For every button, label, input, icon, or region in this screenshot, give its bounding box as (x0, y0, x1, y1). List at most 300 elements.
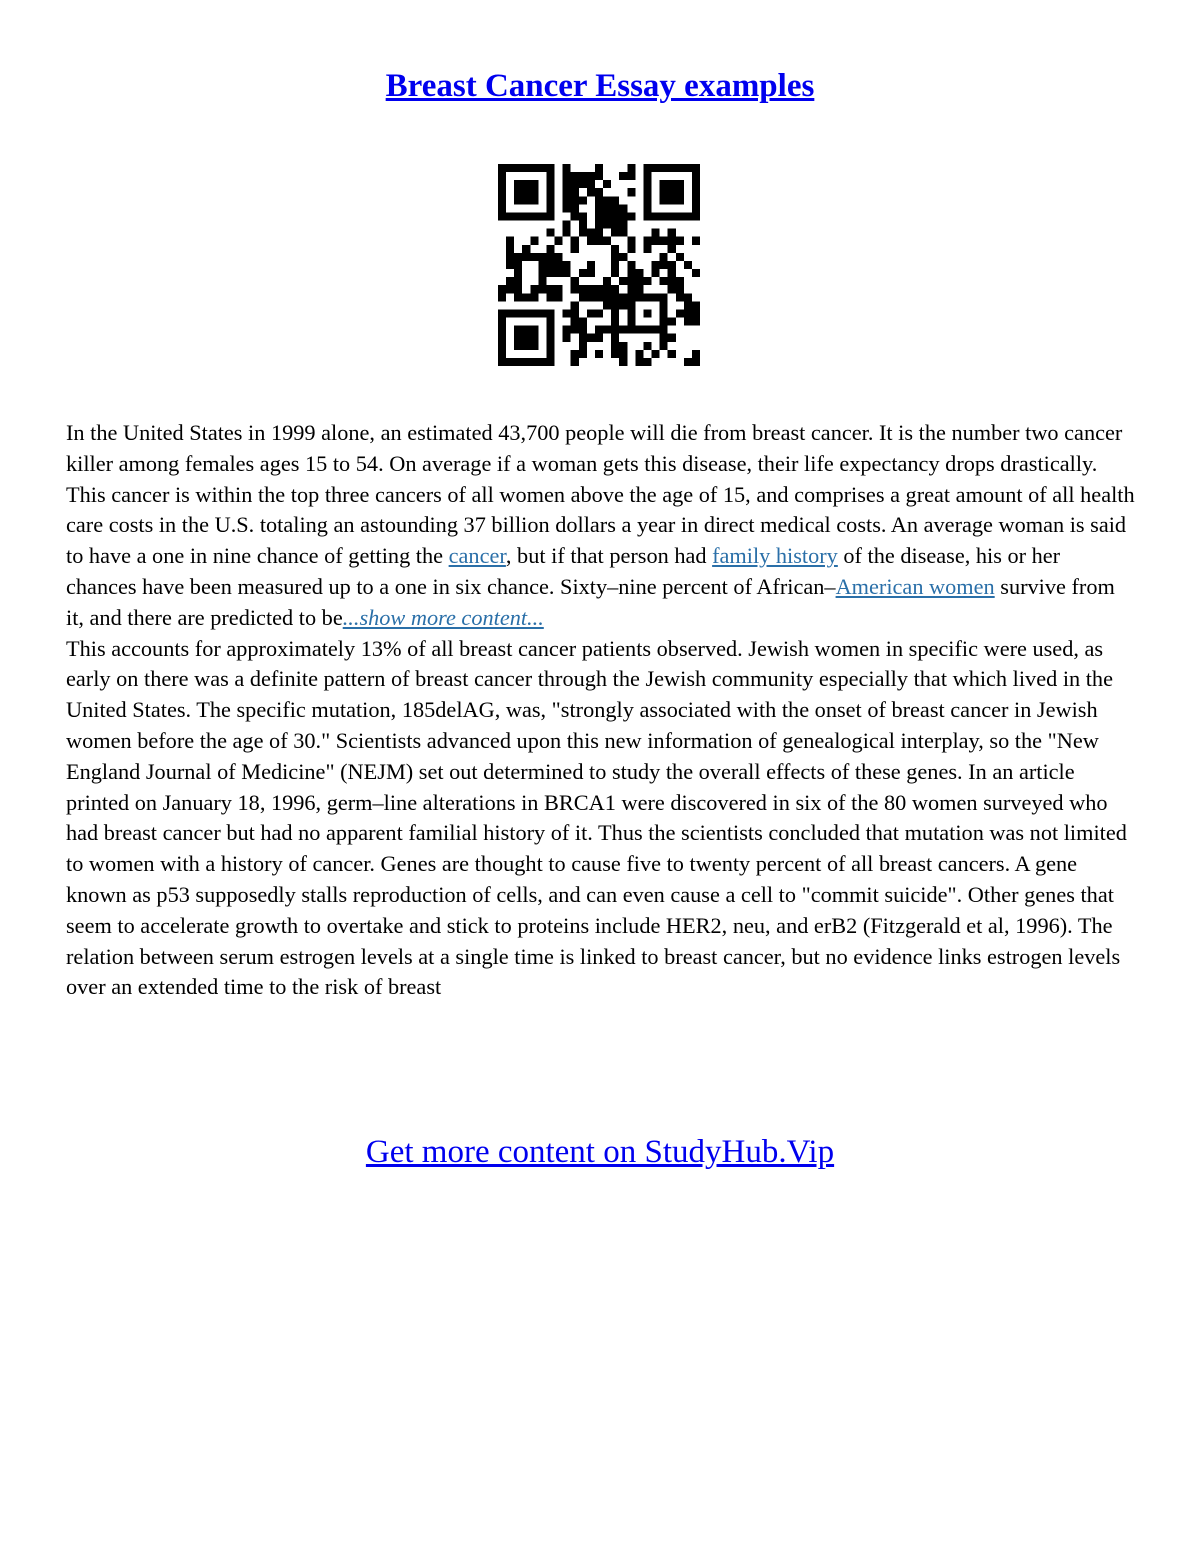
qr-module (643, 277, 651, 285)
qr-module (611, 318, 619, 326)
qr-module (660, 180, 668, 188)
qr-module (660, 334, 668, 342)
qr-module (692, 269, 700, 277)
qr-module (498, 342, 506, 350)
qr-module (660, 318, 668, 326)
qr-module (546, 245, 554, 253)
qr-module (579, 269, 587, 277)
qr-module (522, 358, 530, 366)
qr-module (546, 358, 554, 366)
qr-module (660, 309, 668, 317)
qr-module (652, 212, 660, 220)
qr-module (546, 164, 554, 172)
qr-module (595, 334, 603, 342)
qr-module (676, 309, 684, 317)
qr-module (668, 269, 676, 277)
qr-module (530, 237, 538, 245)
qr-module (619, 326, 627, 334)
qr-module (498, 350, 506, 358)
qr-module (555, 261, 563, 269)
qr-module (652, 269, 660, 277)
qr-module (603, 301, 611, 309)
qr-module (522, 253, 530, 261)
qr-module (627, 164, 635, 172)
qr-module (538, 212, 546, 220)
qr-module (530, 285, 538, 293)
qr-module (530, 253, 538, 261)
qr-module (546, 334, 554, 342)
qr-module (538, 269, 546, 277)
qr-module (563, 309, 571, 317)
qr-module (506, 253, 514, 261)
qr-module (579, 350, 587, 358)
qr-module (514, 164, 522, 172)
qr-module (538, 358, 546, 366)
qr-module (571, 180, 579, 188)
qr-module (522, 180, 530, 188)
show-more-link[interactable]: ...show more content... (342, 604, 544, 630)
qr-module (522, 309, 530, 317)
qr-module (506, 309, 514, 317)
qr-module (595, 172, 603, 180)
qr-module (611, 253, 619, 261)
qr-module (546, 285, 554, 293)
qr-module (611, 221, 619, 229)
qr-module (660, 196, 668, 204)
qr-module (571, 172, 579, 180)
qr-module (546, 350, 554, 358)
qr-module (643, 180, 651, 188)
paragraph-1-text-a: In the United States in 1999 alone, an estimated 43,700 people will die from breast cancer. It is the number two cancer killer among females ages 15 to 54. On average if a woman gets this disease, their life expectancy drops drastically. This cancer is within the top three cancers of all women above the age of 15, and comprises a great amount of all health care costs in the U.S. totaling an astounding 37 billion dollars a year in direct medical costs. An average woman is said to have a one in nine chance of getting the (66, 420, 1135, 569)
qr-module (563, 180, 571, 188)
qr-module (660, 212, 668, 220)
qr-module (530, 309, 538, 317)
qr-module (563, 204, 571, 212)
qr-module (514, 261, 522, 269)
qr-module (676, 164, 684, 172)
qr-module (546, 261, 554, 269)
qr-module (498, 334, 506, 342)
qr-module (563, 326, 571, 334)
qr-module (579, 334, 587, 342)
qr-module (603, 180, 611, 188)
qr-module (579, 326, 587, 334)
cancer-link[interactable]: cancer (448, 543, 506, 569)
qr-module (587, 261, 595, 269)
qr-module (514, 334, 522, 342)
qr-module (643, 212, 651, 220)
qr-module (571, 318, 579, 326)
qr-module (587, 172, 595, 180)
qr-module (514, 293, 522, 301)
qr-module (546, 196, 554, 204)
qr-module (660, 261, 668, 269)
qr-module (571, 326, 579, 334)
qr-module (611, 245, 619, 253)
qr-module (643, 358, 651, 366)
qr-module (611, 196, 619, 204)
qr-module (692, 212, 700, 220)
qr-module (643, 342, 651, 350)
qr-module (555, 253, 563, 261)
qr-module (498, 212, 506, 220)
qr-module (546, 293, 554, 301)
qr-module (660, 293, 668, 301)
qr-module (603, 204, 611, 212)
qr-module (603, 293, 611, 301)
qr-module (522, 293, 530, 301)
qr-module (619, 358, 627, 366)
qr-module (506, 245, 514, 253)
qr-module (676, 180, 684, 188)
qr-module (619, 172, 627, 180)
qr-module (563, 221, 571, 229)
qr-module (627, 237, 635, 245)
qr-module (579, 318, 587, 326)
qr-module (619, 229, 627, 237)
qr-module (571, 196, 579, 204)
qr-module (538, 285, 546, 293)
qr-module (611, 204, 619, 212)
qr-module (546, 269, 554, 277)
qr-module (538, 277, 546, 285)
qr-module (498, 318, 506, 326)
qr-module (627, 277, 635, 285)
qr-module (684, 293, 692, 301)
qr-module (627, 172, 635, 180)
qr-module (627, 188, 635, 196)
qr-module (603, 326, 611, 334)
qr-module (514, 326, 522, 334)
title-link[interactable]: Breast Cancer Essay examples (385, 68, 815, 104)
qr-module (643, 164, 651, 172)
qr-module (595, 237, 603, 245)
qr-module (643, 326, 651, 334)
qr-module (563, 261, 571, 269)
qr-module (660, 188, 668, 196)
qr-module (643, 188, 651, 196)
qr-module (635, 269, 643, 277)
qr-module (498, 188, 506, 196)
qr-module (514, 180, 522, 188)
qr-module (498, 180, 506, 188)
qr-module (514, 358, 522, 366)
qr-module (676, 237, 684, 245)
qr-module (692, 318, 700, 326)
qr-module (555, 269, 563, 277)
qr-module (514, 212, 522, 220)
qr-module (571, 237, 579, 245)
paragraph-1-text-b: , but if that person had (505, 543, 713, 569)
qr-module (595, 204, 603, 212)
qr-module (587, 237, 595, 245)
qr-module (530, 180, 538, 188)
qr-module (668, 245, 676, 253)
qr-module (668, 285, 676, 293)
qr-module (652, 293, 660, 301)
qr-module (652, 326, 660, 334)
qr-module (676, 188, 684, 196)
qr-module (668, 277, 676, 285)
qr-module (563, 196, 571, 204)
qr-module (684, 261, 692, 269)
qr-module (611, 285, 619, 293)
qr-module (506, 164, 514, 172)
qr-module (595, 221, 603, 229)
qr-module (587, 334, 595, 342)
essay-body (66, 418, 1136, 1003)
qr-module (611, 326, 619, 334)
qr-module (595, 212, 603, 220)
qr-module (684, 164, 692, 172)
qr-module (530, 293, 538, 301)
qr-module (668, 229, 676, 237)
qr-module (571, 285, 579, 293)
qr-module (555, 293, 563, 301)
qr-module (579, 342, 587, 350)
qr-module (522, 245, 530, 253)
qr-module (522, 326, 530, 334)
qr-module (611, 293, 619, 301)
qr-module (595, 188, 603, 196)
qr-module (643, 204, 651, 212)
qr-module (692, 196, 700, 204)
qr-module (668, 237, 676, 245)
qr-module (619, 212, 627, 220)
qr-module (660, 253, 668, 261)
qr-module (635, 350, 643, 358)
qr-module (595, 350, 603, 358)
studyhub-link[interactable]: Get more content on StudyHub.Vip (365, 1134, 835, 1170)
qr-module (571, 245, 579, 253)
qr-module (627, 326, 635, 334)
qr-module (611, 269, 619, 277)
qr-module (660, 237, 668, 245)
qr-module (676, 293, 684, 301)
qr-module (643, 309, 651, 317)
qr-module (498, 309, 506, 317)
qr-module (603, 196, 611, 204)
qr-module (571, 204, 579, 212)
footer (0, 1132, 1200, 1172)
qr-module (530, 164, 538, 172)
qr-module (668, 350, 676, 358)
qr-module (619, 301, 627, 309)
qr-module (692, 172, 700, 180)
qr-module (619, 350, 627, 358)
qr-module (692, 188, 700, 196)
qr-module (563, 188, 571, 196)
qr-module (635, 293, 643, 301)
qr-module (514, 269, 522, 277)
qr-module (676, 196, 684, 204)
essay-paragraph-2: This accounts for approximately 13% of all breast cancer patients observed. Jewish women in specific were used, as early on there was a definite pattern of breast cancer through the Jewish community especially that which lived in the United States. The specific mutation, 185delAG, was, "strongly associated with the onset of breast cancer in Jewish women before the age of 30." Scientists advanced upon this new information of genealogical interplay, so the "New England Journal of Medicine" (NEJM) set out determined to study the overall effects of these genes. In an article printed on January 18, 1996, germ–line alterations in BRCA1 were discovered in six of the 80 women surveyed who had breast cancer but had no apparent familial history of it. Thus the scientists concluded that mutation was not limited to women with a history of cancer. Genes are thought to cause five to twenty percent of all breast cancers. A gene known as p53 supposedly stalls reproduction of cells, and can even cause a cell to "commit suicide". Other genes that seem to accelerate growth to overtake and stick to proteins include HER2, neu, and erB2 (Fitzgerald et al, 1996). The relation between serum estrogen levels at a single time is linked to breast cancer, but no evidence links estrogen levels over an extended time to the risk of breast (66, 635, 1127, 1000)
qr-module (603, 237, 611, 245)
qr-module (668, 180, 676, 188)
qr-module (684, 309, 692, 317)
essay-paragraph-1 (66, 418, 1136, 634)
qr-module (619, 293, 627, 301)
qr-module (522, 164, 530, 172)
qr-module (676, 285, 684, 293)
qr-module (635, 326, 643, 334)
qr-module (546, 318, 554, 326)
qr-module (684, 358, 692, 366)
qr-code-icon (498, 164, 700, 366)
qr-module (530, 188, 538, 196)
qr-module (619, 253, 627, 261)
qr-module (579, 172, 587, 180)
qr-module (538, 309, 546, 317)
qr-module (530, 196, 538, 204)
qr-module (546, 326, 554, 334)
qr-module (538, 261, 546, 269)
qr-module (619, 342, 627, 350)
qr-module (660, 326, 668, 334)
qr-module (627, 301, 635, 309)
qr-module (692, 164, 700, 172)
qr-module (692, 301, 700, 309)
qr-module (506, 277, 514, 285)
qr-module (514, 309, 522, 317)
qr-module (692, 309, 700, 317)
qr-module (538, 164, 546, 172)
qr-module (668, 212, 676, 220)
qr-module (530, 358, 538, 366)
qr-module (514, 285, 522, 293)
qr-module (643, 172, 651, 180)
qr-module (668, 261, 676, 269)
qr-module (546, 172, 554, 180)
qr-module (587, 229, 595, 237)
qr-module (692, 180, 700, 188)
qr-module (498, 358, 506, 366)
page-title (0, 66, 1200, 106)
qr-module (652, 261, 660, 269)
qr-module (587, 180, 595, 188)
qr-module (571, 212, 579, 220)
american-women-link[interactable]: American women (835, 573, 995, 599)
qr-module (538, 253, 546, 261)
qr-module (522, 188, 530, 196)
qr-module (603, 285, 611, 293)
qr-module (668, 334, 676, 342)
qr-module (619, 221, 627, 229)
qr-module (498, 164, 506, 172)
qr-module (595, 164, 603, 172)
qr-module (635, 285, 643, 293)
qr-module (676, 277, 684, 285)
qr-module (587, 269, 595, 277)
qr-module (546, 342, 554, 350)
qr-module (603, 221, 611, 229)
qr-module (555, 237, 563, 245)
qr-module (563, 164, 571, 172)
qr-module (563, 334, 571, 342)
qr-module (692, 358, 700, 366)
qr-module (652, 350, 660, 358)
qr-module (514, 277, 522, 285)
qr-module (571, 188, 579, 196)
qr-module (506, 237, 514, 245)
qr-module (522, 342, 530, 350)
qr-module (611, 342, 619, 350)
qr-module (546, 180, 554, 188)
qr-module (643, 237, 651, 245)
qr-module (530, 212, 538, 220)
qr-module (563, 229, 571, 237)
qr-module (506, 261, 514, 269)
qr-module (692, 350, 700, 358)
qr-module (652, 237, 660, 245)
family-history-link[interactable]: family history (712, 543, 838, 569)
qr-module (611, 334, 619, 342)
qr-module (579, 221, 587, 229)
qr-module (684, 301, 692, 309)
qr-module (627, 245, 635, 253)
qr-module (587, 285, 595, 293)
qr-module (627, 293, 635, 301)
qr-module (498, 204, 506, 212)
qr-module (563, 172, 571, 180)
qr-module (546, 212, 554, 220)
qr-module (506, 358, 514, 366)
qr-module (611, 350, 619, 358)
qr-module (635, 358, 643, 366)
qr-module (668, 196, 676, 204)
qr-module (506, 212, 514, 220)
paragraph-1-text-c: of the disease, his or her chances have been measured up to a one in six chance. Sixty–nine percent of African– (66, 543, 1061, 599)
qr-module (611, 212, 619, 220)
qr-module (498, 285, 506, 293)
qr-module (603, 277, 611, 285)
qr-module (514, 342, 522, 350)
qr-module (652, 164, 660, 172)
qr-module (668, 164, 676, 172)
qr-module (684, 318, 692, 326)
qr-module (498, 196, 506, 204)
qr-module (571, 350, 579, 358)
qr-module (579, 293, 587, 301)
qr-module (498, 172, 506, 180)
qr-module (522, 334, 530, 342)
qr-module (546, 229, 554, 237)
qr-module (611, 301, 619, 309)
qr-module (692, 204, 700, 212)
qr-module (579, 229, 587, 237)
qr-module (643, 293, 651, 301)
qr-module (546, 253, 554, 261)
qr-module (595, 326, 603, 334)
qr-module (530, 334, 538, 342)
qr-module (660, 164, 668, 172)
qr-module (522, 196, 530, 204)
qr-module (571, 277, 579, 285)
qr-module (627, 318, 635, 326)
qr-module (611, 261, 619, 269)
qr-module (522, 212, 530, 220)
qr-module (627, 212, 635, 220)
qr-module (676, 212, 684, 220)
qr-module (643, 196, 651, 204)
qr-module (514, 253, 522, 261)
qr-module (595, 196, 603, 204)
qr-module (627, 269, 635, 277)
qr-module (587, 293, 595, 301)
qr-module (587, 309, 595, 317)
qr-module (595, 229, 603, 237)
qr-module (652, 229, 660, 237)
